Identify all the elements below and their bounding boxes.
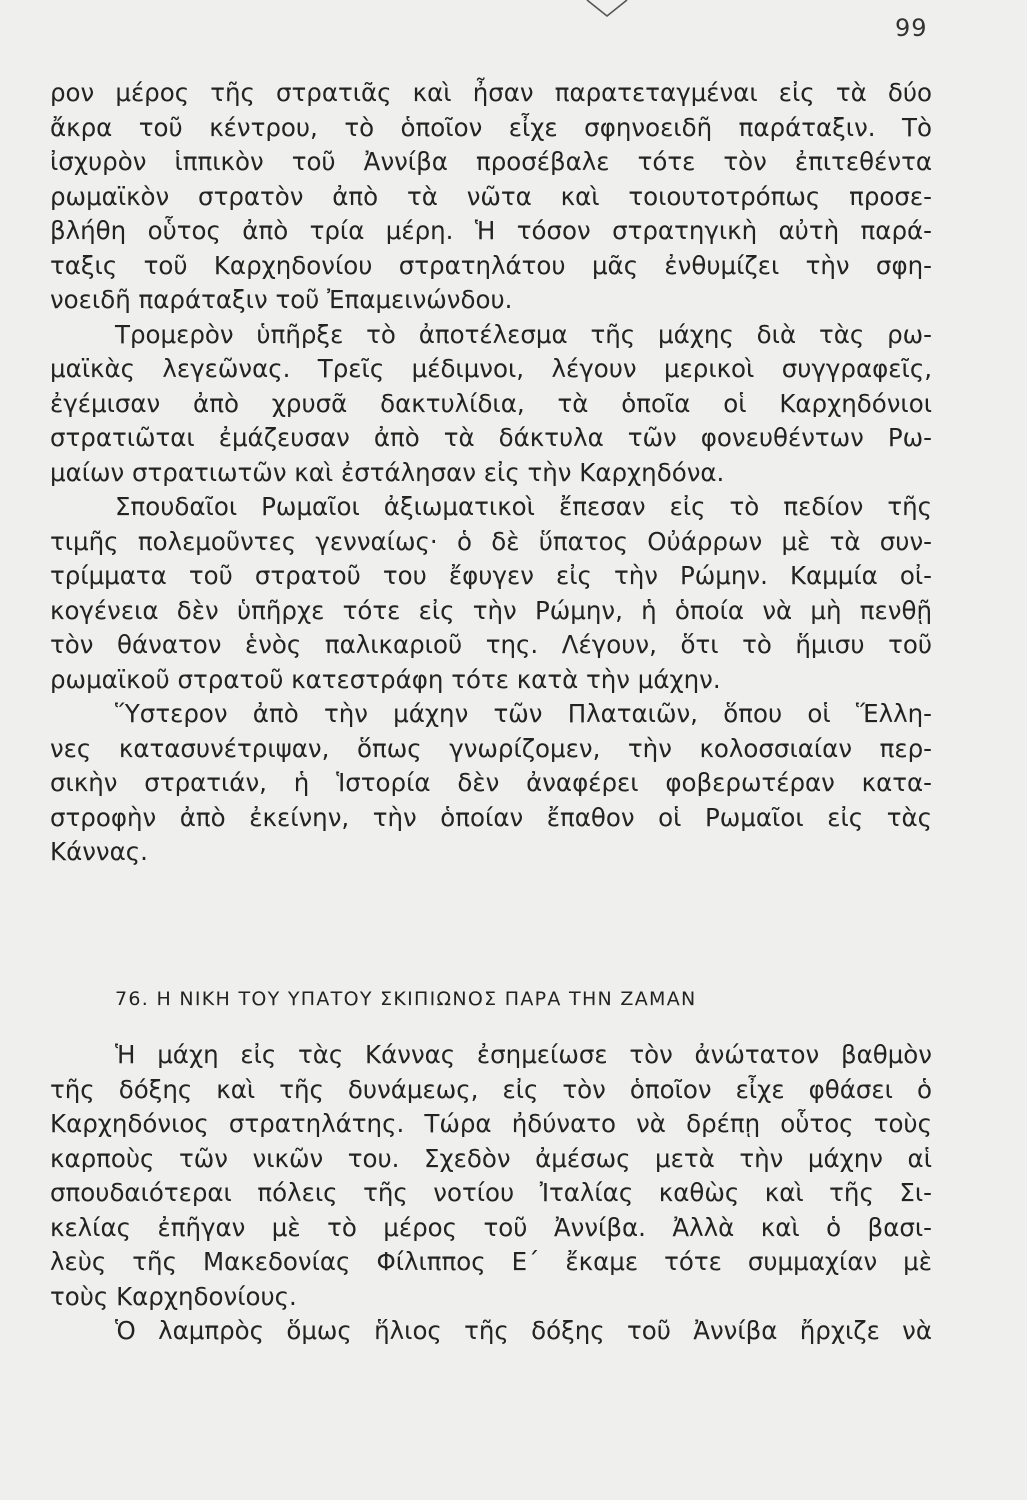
text-line: Ὁ λαμπρὸς ὅμως ἥλιος τῆς δόξης τοῦ Ἀννίβα ἤρχιζε νὰ xyxy=(115,1316,932,1345)
text-line: Ὕστερον ἀπὸ τὴν μάχην τῶν Πλαταιῶν, ὅπου οἱ Ἕλλη- xyxy=(115,699,932,728)
text-line: ἄκρα τοῦ κέντρου, τὸ ὁποῖον εἶχε σφηνοειδῆ παράταξιν. Τὸ xyxy=(50,112,932,142)
text-line: ρον μέρος τῆς στρατιᾶς καὶ ἦσαν παρατεταγμέναι εἰς τὰ δύο xyxy=(50,78,932,107)
page-fold-mark xyxy=(585,0,629,18)
text-line: σπουδαιότεραι πόλεις τῆς νοτίου Ἰταλίας καθὼς καὶ τῆς Σι- xyxy=(50,1178,932,1207)
text-line: Σπουδαῖοι Ρωμαῖοι ἀξιωματικοὶ ἔπεσαν εἰς τὸ πεδίον τῆς xyxy=(115,492,932,521)
text-line: στρατιῶται ἐμάζευσαν ἀπὸ τὰ δάκτυλα τῶν φονευθέντων Ρω- xyxy=(50,423,932,452)
section-2-text xyxy=(50,1038,932,1349)
text-line: μαίων στρατιωτῶν καὶ ἐστάλησαν εἰς τὴν Καρχηδόνα. xyxy=(50,457,725,487)
text-line: νοειδῆ παράταξιν τοῦ Ἐπαμεινώνδου. xyxy=(50,285,513,314)
text-line: καρποὺς τῶν νικῶν του. Σχεδὸν ἀμέσως μετὰ τὴν μάχην αἱ xyxy=(50,1143,932,1173)
text-line: βλήθη οὗτος ἀπὸ τρία μέρη. Ἡ τόσον στρατηγικὴ αὐτὴ παρά- xyxy=(50,216,932,245)
text-line: κελίας ἐπῆγαν μὲ τὸ μέρος τοῦ Ἀννίβα. Ἀλλὰ καὶ ὁ βασι- xyxy=(50,1212,932,1242)
text-line: τρίμματα τοῦ στρατοῦ του ἔφυγεν εἰς τὴν Ρώμην. Καμμία οἰ- xyxy=(50,561,932,590)
section-1-text xyxy=(50,76,932,870)
text-line: σικὴν στρατιάν, ἡ Ἱστορία δὲν ἀναφέρει φοβερωτέραν κατα- xyxy=(50,768,932,797)
text-line: στροφὴν ἀπὸ ἐκείνην, τὴν ὁποίαν ἔπαθον οἱ Ρωμαῖοι εἰς τὰς xyxy=(50,802,932,832)
text-line: ταξις τοῦ Καρχηδονίου στρατηλάτου μᾶς ἐνθυμίζει τὴν σφη- xyxy=(50,250,932,280)
text-line: νες κατασυνέτριψαν, ὅπως γνωρίζομεν, τὴν κολοσσιαίαν περ- xyxy=(50,733,932,763)
text-line: τὸν θάνατον ἑνὸς παλικαριοῦ της. Λέγουν, ὅτι τὸ ἥμισυ τοῦ xyxy=(50,630,932,659)
section-heading: 76. Η ΝΙΚΗ ΤΟΥ ΥΠΑΤΟΥ ΣΚΙΠΙΩΝΟΣ ΠΑΡΑ ΤΗΝ ΖΑΜΑΝ xyxy=(115,988,697,1010)
page-number: 99 xyxy=(895,14,928,42)
text-line: Τρομερὸν ὑπῆρξε τὸ ἀποτέλεσμα τῆς μάχης διὰ τὰς ρω- xyxy=(115,319,932,349)
text-line: Καρχηδόνιος στρατηλάτης. Τώρα ἠδύνατο νὰ δρέπῃ οὗτος τοὺς xyxy=(50,1109,932,1138)
text-line: κογένεια δὲν ὑπῆρχε τότε εἰς τὴν Ρώμην, ἡ ὁποία νὰ μὴ πενθῇ xyxy=(50,595,932,625)
text-line: ἐγέμισαν ἀπὸ χρυσᾶ δακτυλίδια, τὰ ὁποῖα οἱ Καρχηδόνιοι xyxy=(50,388,932,418)
text-line: τοὺς Καρχηδονίους. xyxy=(50,1281,297,1311)
text-line: ἰσχυρὸν ἱππικὸν τοῦ Ἀννίβα προσέβαλε τότε τὸν ἐπιτεθέντα xyxy=(50,147,932,176)
text-line: τῆς δόξης καὶ τῆς δυνάμεως, εἰς τὸν ὁποῖον εἶχε φθάσει ὁ xyxy=(50,1074,932,1104)
text-line: τιμῆς πολεμοῦντες γενναίως· ὁ δὲ ὕπατος Οὐάρρων μὲ τὰ συν- xyxy=(50,526,932,556)
text-line: ρωμαϊκὸν στρατὸν ἀπὸ τὰ νῶτα καὶ τοιουτοτρόπως προσε- xyxy=(50,181,932,211)
text-line: Ἡ μάχη εἰς τὰς Κάννας ἐσημείωσε τὸν ἀνώτατον βαθμὸν xyxy=(115,1040,932,1069)
text-line: ρωμαϊκοῦ στρατοῦ κατεστράφη τότε κατὰ τὴν μάχην. xyxy=(50,664,721,694)
text-line: μαϊκὰς λεγεῶνας. Τρεῖς μέδιμνοι, λέγουν μερικοὶ συγγραφεῖς, xyxy=(50,354,932,383)
text-line: λεὺς τῆς Μακεδονίας Φίλιππος Ε΄ ἔκαμε τότε συμμαχίαν μὲ xyxy=(50,1247,932,1276)
text-line: Κάννας. xyxy=(50,837,148,866)
